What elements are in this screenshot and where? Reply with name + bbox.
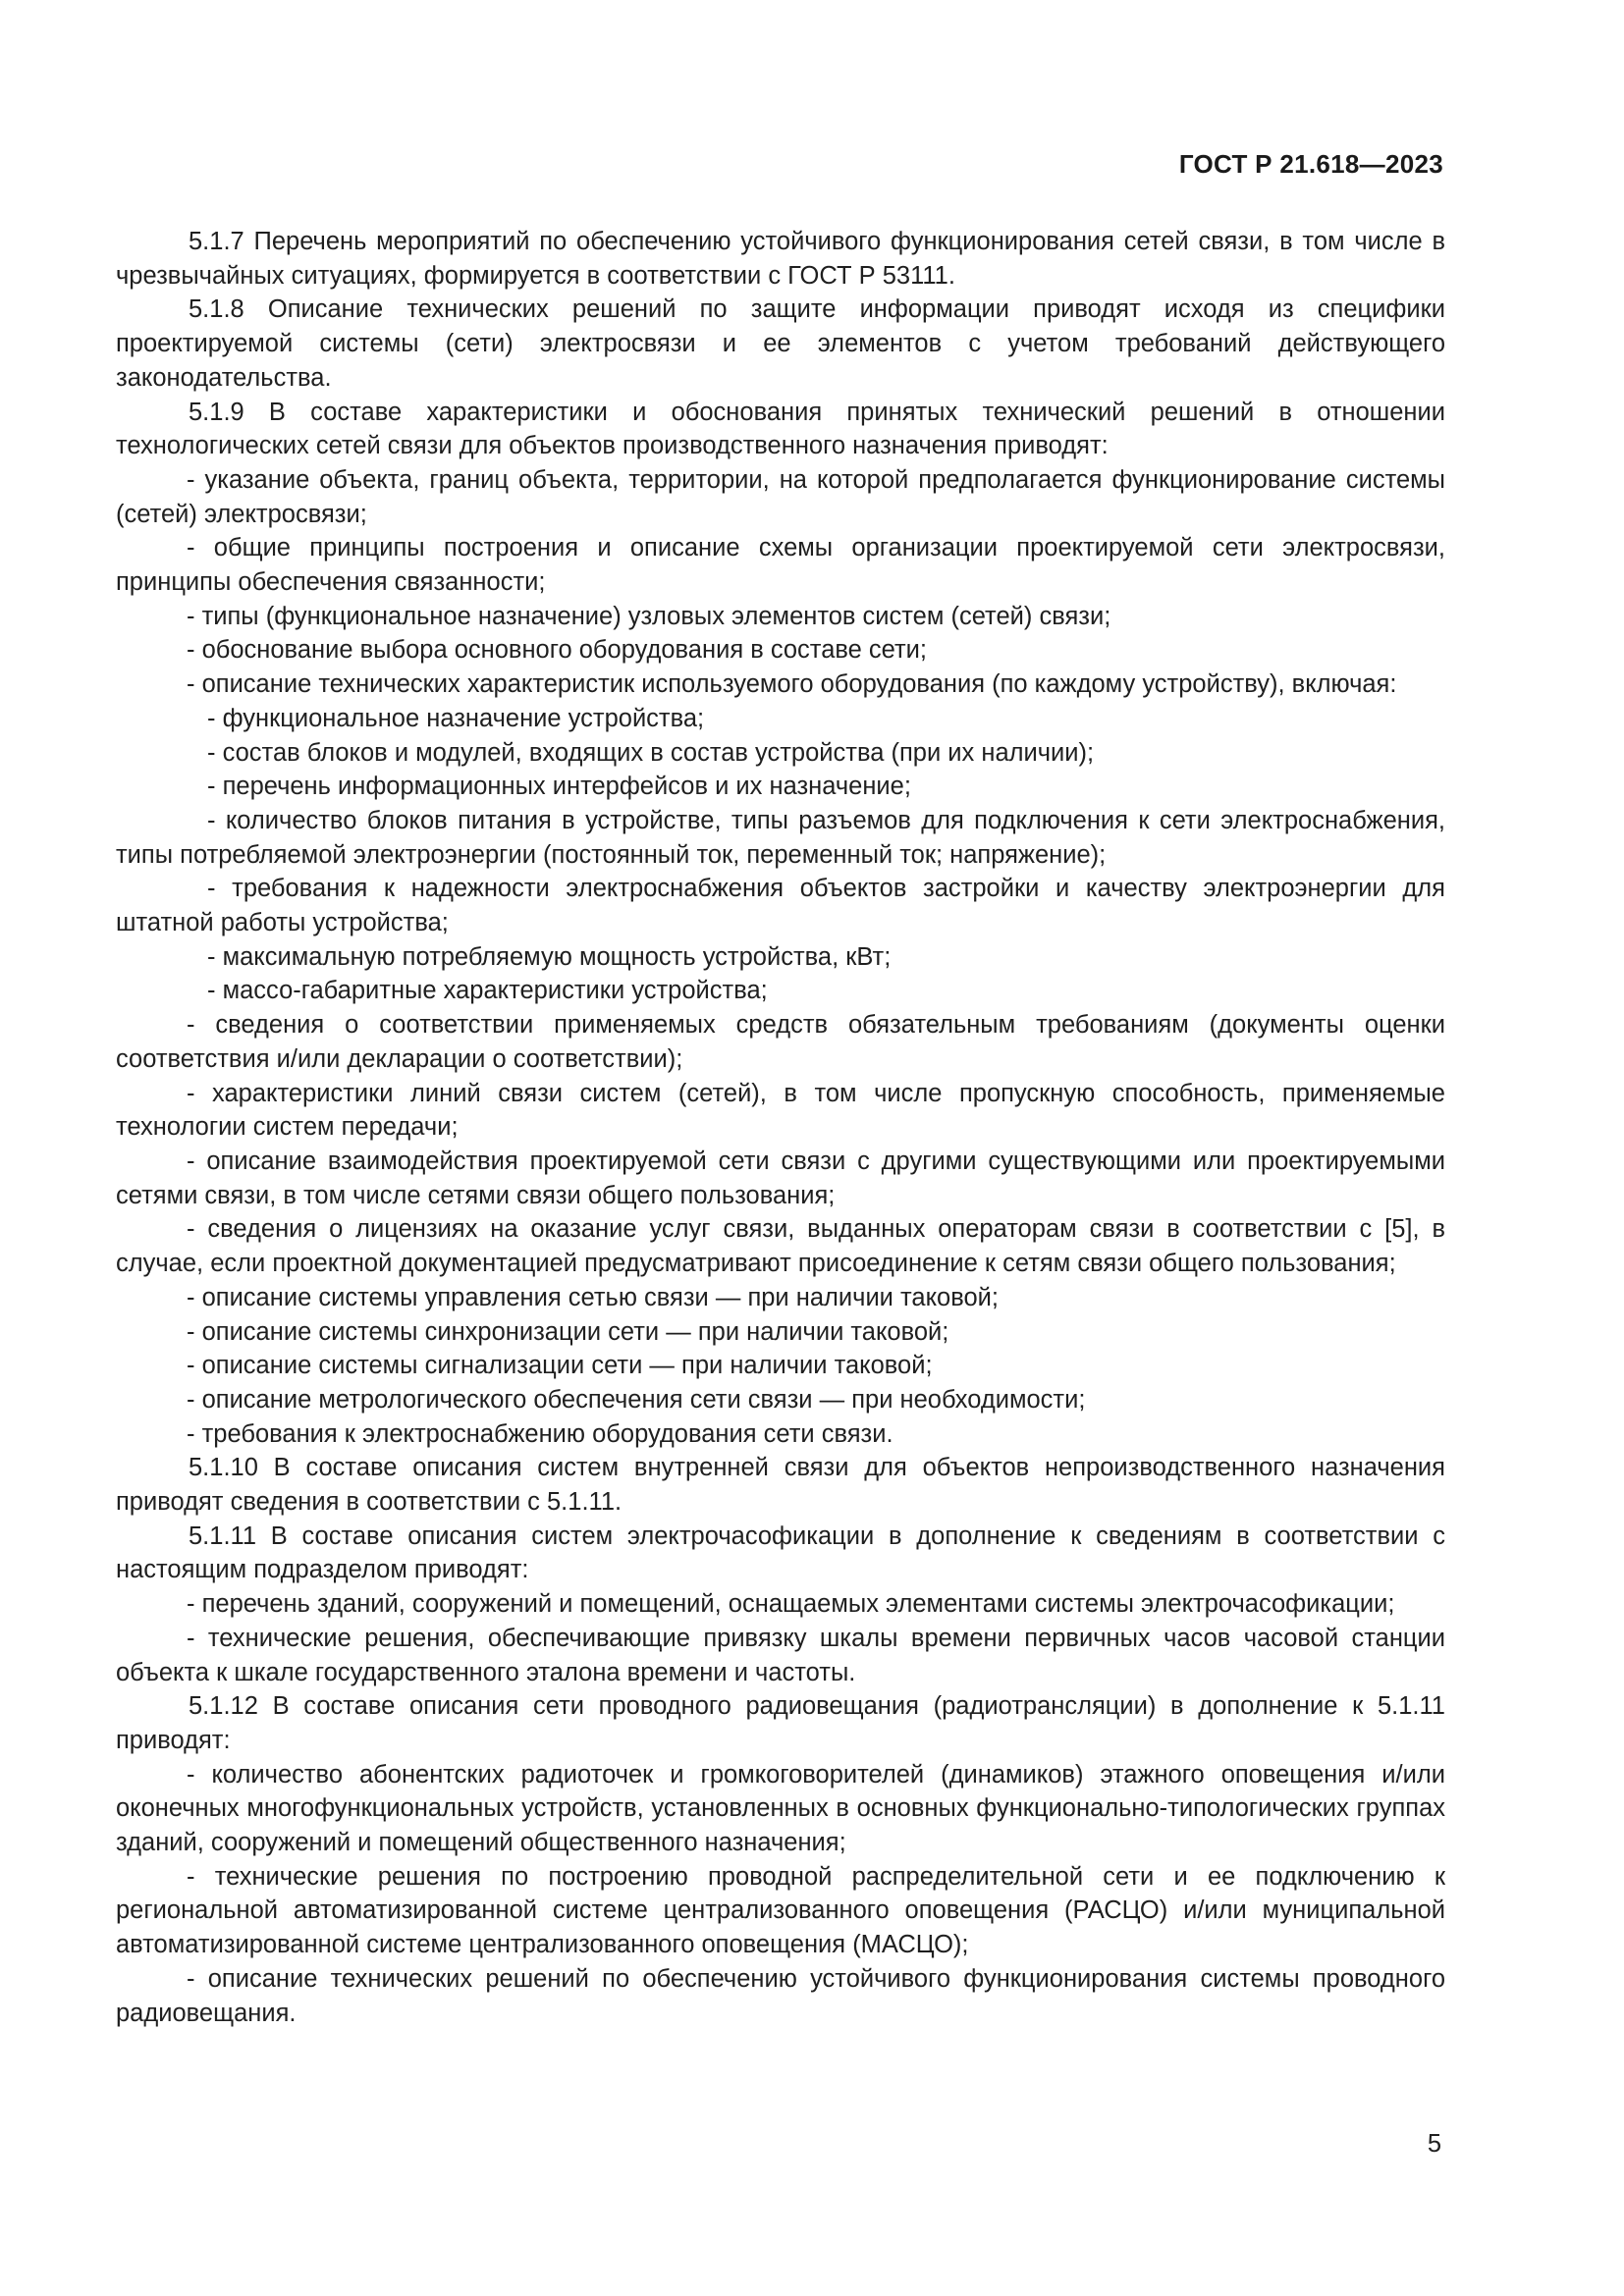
paragraph-5-1-11: 5.1.11 В составе описания систем электрочасофикации в дополнение к сведениям в соответствии с настоящим подразделом приводят: (116, 1522, 1445, 1584)
page-number: 5 (1427, 2130, 1441, 2158)
paragraph-5-1-8: 5.1.8 Описание технических решений по защите информации приводят исходя из специфики проектируемой системы (сети) электросвязи и ее элементов с учетом требований действующего законодательства. (116, 295, 1445, 392)
list-item: - количество абонентских радиоточек и громкоговорителей (динамиков) этажного оповещения и/или оконечных многофункциональных устройств, установленных в основных функционально-типологических группах зданий, сооружений и помещений общественного назначения; (116, 1760, 1445, 1857)
list-item: - описание системы управления сетью связи — при наличии таковой; (187, 1283, 999, 1311)
sublist-item: - количество блоков питания в устройстве, типы разъемов для подключения к сети электроснабжения, типы потребляемой электроэнергии (постоянный ток, переменный ток; напряжение); (116, 806, 1445, 869)
sublist-item: - массо-габаритные характеристики устройства; (207, 977, 768, 1005)
list-item: - описание технических решений по обеспечению устойчивого функционирования системы проводного радиовещания. (116, 1964, 1445, 2027)
document-code-header: ГОСТ Р 21.618—2023 (1178, 149, 1443, 179)
list-item: - описание системы синхронизации сети — при наличии таковой; (187, 1317, 949, 1346)
sublist-item: - перечень информационных интерфейсов и их назначение; (207, 773, 911, 801)
list-item: - технические решения, обеспечивающие привязку шкалы времени первичных часов часовой станции объекта к шкале государственного эталона времени и частоты. (116, 1624, 1445, 1686)
paragraph-5-1-9: 5.1.9 В составе характеристики и обоснования принятых технический решений в отношении технологических сетей связи для объектов производственного назначения приводят: (116, 398, 1445, 460)
sublist-item: - требования к надежности электроснабжения объектов застройки и качеству электроэнергии для штатной работы устройства; (116, 875, 1445, 937)
list-item: - обоснование выбора основного оборудования в составе сети; (187, 636, 928, 665)
list-item: - сведения о соответствии применяемых средств обязательным требованиям (документы оценки соответствия и/или декларации о соответствии); (116, 1011, 1445, 1073)
list-item: - указание объекта, границ объекта, территории, на которой предполагается функционирование системы (сетей) электросвязи; (116, 465, 1445, 528)
list-item: - технические решения по построению проводной распределительной сети и ее подключению к региональной автоматизированной системе централизованного оповещения (РАСЦО) и/или муниципальной автоматизированной системе централизованного оповещения (МАСЦО); (116, 1862, 1445, 1959)
sublist-item: - функциональное назначение устройства; (207, 704, 705, 732)
list-item: - характеристики линий связи систем (сетей), в том числе пропускную способность, применяемые технологии систем передачи; (116, 1079, 1445, 1142)
list-item: - описание взаимодействия проектируемой сети связи с другими существующими или проектируемыми сетями связи, в том числе сетями связи общего пользования; (116, 1147, 1445, 1209)
sublist-item: - состав блоков и модулей, входящих в состав устройства (при их наличии); (207, 738, 1095, 767)
list-item: - общие принципы построения и описание схемы организации проектируемой сети электросвязи, принципы обеспечения связанности; (116, 534, 1445, 597)
list-item: - описание технических характеристик используемого оборудования (по каждому устройству), включая: (187, 670, 1397, 699)
paragraph-5-1-7: 5.1.7 Перечень мероприятий по обеспечению устойчивого функционирования сетей связи, в том числе в чрезвычайных ситуациях, формируется в соответствии с ГОСТ Р 53111. (116, 228, 1445, 290)
list-item: - описание метрологического обеспечения сети связи — при необходимости; (187, 1385, 1086, 1414)
list-item: - требования к электроснабжению оборудования сети связи. (187, 1419, 893, 1448)
list-item: - описание системы сигнализации сети — при наличии таковой; (187, 1352, 933, 1380)
document-body (116, 225, 1445, 2030)
paragraph-5-1-10: 5.1.10 В составе описания систем внутренней связи для объектов непроизводственного назначения приводят сведения в соответствии с 5.1.11. (116, 1454, 1445, 1517)
list-item: - перечень зданий, сооружений и помещений, оснащаемых элементами системы электрочасофикации; (187, 1590, 1395, 1619)
sublist-item: - максимальную потребляемую мощность устройства, кВт; (207, 942, 892, 971)
list-item: - типы (функциональное назначение) узловых элементов систем (сетей) связи; (187, 602, 1111, 630)
list-item: - сведения о лицензиях на оказание услуг связи, выданных операторам связи в соответствии с [5], в случае, если проектной документацией предусматривают присоединение к сетям связи общего пользования; (116, 1215, 1445, 1278)
paragraph-5-1-12: 5.1.12 В составе описания сети проводного радиовещания (радиотрансляции) в дополнение к 5.1.11 приводят: (116, 1692, 1445, 1754)
